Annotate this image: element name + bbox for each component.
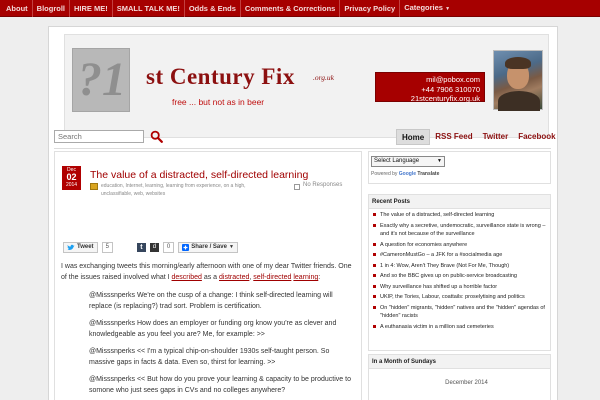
calendar-widget	[368, 354, 551, 400]
menu-item-twitter[interactable]: Twitter	[482, 132, 509, 141]
recent-post-link[interactable]: Exactly why a secretive, undemocratic, surveillance state is wrong – and it's not because of the surveillance	[369, 222, 550, 239]
site-title-suffix: .org.uk	[313, 73, 334, 82]
share-save-label: Share / Save	[191, 243, 227, 250]
contact-box	[375, 72, 485, 102]
link-self-directed[interactable]: self-directed	[253, 274, 292, 281]
nav-categories-label: Categories	[404, 2, 443, 12]
tweet-button-label: Tweet	[77, 243, 94, 250]
google-logo-text: Google	[398, 171, 417, 177]
share-bar	[63, 241, 238, 253]
contact-site[interactable]: 21stcenturyfix.org.uk	[410, 94, 480, 103]
powered-by-label: Powered by	[371, 171, 398, 177]
post-date-month: Dec	[67, 167, 76, 173]
link-learning[interactable]: learning	[293, 274, 319, 281]
quoted-tweet: @Misssnperks << I'm a typical chip-on-shoulder 1930s self-taught person. So massive gaps in facts & data. Even so, thirst for learning. >>	[89, 348, 330, 366]
share-save-button[interactable]	[178, 242, 238, 253]
post-article	[54, 151, 362, 400]
nav-item-odds-ends[interactable]: Odds & Ends	[185, 0, 241, 17]
recent-post-link[interactable]: A euthanasia victim in a million sad cemeteries	[369, 323, 550, 332]
site-title[interactable]: st Century Fix	[146, 64, 295, 89]
recent-posts-widget	[368, 194, 551, 351]
post-intro-text: I was exchanging tweets this morning/early afternoon with one of my dear Twitter friends. One of the issues raised involved what I	[61, 263, 352, 281]
post-intro-between: as a	[203, 274, 218, 281]
post-intro: I was exchanging tweets this morning/early afternoon with one of my dear Twitter friends. One of the issues raised involved what I described as a distracted, self-directed learning:	[61, 263, 352, 281]
chevron-down-icon: ▼	[437, 158, 442, 164]
link-distracted[interactable]: distracted	[219, 274, 250, 281]
menu-item-rss-feed[interactable]: RSS Feed	[435, 132, 473, 141]
powered-by-google-translate[interactable]	[371, 171, 439, 177]
site-header	[64, 34, 549, 138]
translate-label: Translate	[417, 171, 440, 177]
post-title[interactable]: The value of a distracted, self-directed learning	[90, 169, 309, 181]
avatar-body	[498, 91, 540, 111]
quoted-tweet: @Misssnperks << But how do you prove your learning & capacity to be productive to somone who just sees gaps in CVs and no colleges anywhere?	[89, 376, 351, 394]
chevron-down-icon: ▼	[228, 243, 234, 250]
page-frame	[48, 26, 558, 400]
logo-mark[interactable]	[72, 48, 130, 112]
nav-item-blogroll[interactable]: Blogroll	[33, 0, 70, 17]
search-icon[interactable]	[150, 130, 163, 143]
post-date-year: 2014	[65, 182, 78, 188]
recent-post-link[interactable]: 1 in 4: Wow, Aren't They Brave (Not For Me, Though)	[369, 262, 550, 271]
header-divider	[54, 148, 551, 149]
top-navigation-bar	[0, 0, 600, 17]
quoted-tweet: @Misssnperks We're on the cusp of a change: I think self-directed learning will replace (is replacing?) trad sort. Problem is certification.	[89, 292, 333, 310]
nav-item-small-talk-me[interactable]: SMALL TALK ME!	[113, 0, 185, 17]
recent-posts-title: Recent Posts	[369, 195, 550, 209]
recent-post-link[interactable]: Why surveillance has shifted up a horrible factor	[369, 283, 550, 292]
menu-item-facebook[interactable]: Facebook	[518, 132, 556, 141]
recent-post-link[interactable]: A question for economies anywhere	[369, 241, 550, 250]
nav-item-categories[interactable]	[400, 0, 454, 18]
recent-post-link[interactable]: And so the BBC gives up on public-service broadcasting	[369, 272, 550, 281]
search-input[interactable]	[54, 130, 144, 143]
calendar-title: In a Month of Sundays	[369, 355, 550, 369]
recent-posts-list	[369, 211, 550, 333]
site-tagline: free ... but not as in beer	[172, 97, 265, 107]
main-menu	[396, 129, 561, 145]
logo-mark-glyph: ?1	[78, 53, 126, 106]
chevron-down-icon: ▼	[445, 5, 451, 12]
author-avatar	[493, 50, 543, 110]
plus-count: 0	[163, 242, 174, 253]
tweet-count: 5	[102, 242, 113, 253]
menu-item-home[interactable]: Home	[396, 129, 430, 145]
recent-post-link[interactable]: UKIP, the Tories, Labour, coattails: proselytising and politics	[369, 293, 550, 302]
nav-item-hire-me[interactable]: HIRE ME!	[70, 0, 113, 17]
nav-item-about[interactable]: About	[0, 0, 33, 17]
avatar-hair	[505, 57, 531, 69]
tumblr-icon[interactable]: t	[137, 243, 146, 252]
digg-icon[interactable]: d	[150, 243, 159, 252]
recent-post-link[interactable]: #CameronMustGo – a JFK for a #socialmedia age	[369, 251, 550, 260]
nav-item-privacy-policy[interactable]: Privacy Policy	[340, 0, 400, 17]
quoted-tweet: @Misssnperks How does an employer or funding org know you're as clever and knowledgeable as you feel you are? Me, for example: >>	[89, 320, 337, 338]
link-described[interactable]: described	[171, 274, 202, 281]
translate-widget	[368, 151, 551, 184]
recent-post-link[interactable]: On "hidden" migrants, "hidden" natives and the "hidden" agendas of "hidden" racists	[369, 304, 550, 321]
nav-item-comments-corrections[interactable]: Comments & Corrections	[241, 0, 340, 17]
post-body	[61, 261, 356, 400]
share-plus-icon	[182, 244, 189, 251]
language-select[interactable]	[371, 156, 445, 167]
post-date-day: 02	[66, 172, 77, 182]
recent-post-link[interactable]: The value of a distracted, self-directed learning	[369, 211, 550, 220]
contact-email[interactable]: mil@pobox.com	[426, 75, 480, 84]
comment-icon	[294, 184, 300, 190]
folder-icon	[90, 183, 98, 190]
contact-phone: +44 7906 310070	[421, 84, 480, 94]
twitter-bird-icon	[67, 244, 75, 251]
post-date-badge	[62, 166, 81, 190]
language-select-value: Select Language	[374, 158, 420, 164]
tweet-button[interactable]	[63, 242, 98, 253]
post-responses-link[interactable]: No Responses	[303, 182, 343, 188]
calendar-caption: December 2014	[445, 380, 488, 386]
post-tags[interactable]: education, Internet, learning, learning from experience, on a high, unclassifiable, web, websites	[101, 183, 246, 197]
